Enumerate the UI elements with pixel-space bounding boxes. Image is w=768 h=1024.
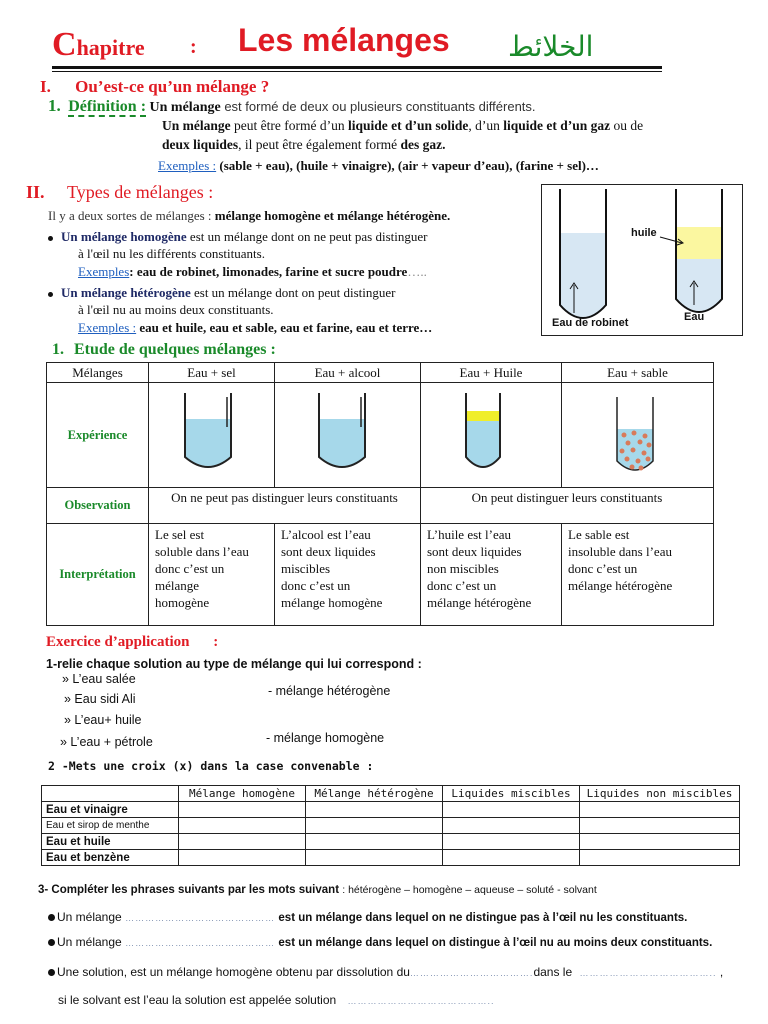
- question-1: 1-relie chaque solution au type de mélange qui lui correspond :: [46, 657, 422, 671]
- header-rule: [52, 66, 662, 69]
- table-row: [47, 524, 714, 626]
- right-item-heterogeneous: - mélange hétérogène: [268, 684, 391, 698]
- chapter-initial: C: [52, 26, 77, 63]
- def-term-1: Un mélange: [162, 118, 231, 133]
- table-row: [42, 818, 740, 834]
- exercise-colon: :: [213, 634, 219, 650]
- def-term-2: liquide et d’un solide: [347, 118, 469, 133]
- mixtures-table: [46, 362, 714, 626]
- hetero-text-1: est un mélange dont on peut distinguer: [190, 285, 396, 300]
- arabic-title: الخلائط: [508, 30, 594, 63]
- tube-oil-water: [421, 383, 560, 483]
- question-3-words: : hétérogène – homogène – aqueuse – soluté - solvant: [342, 884, 597, 896]
- left-item: » Eau sidi Ali: [64, 692, 136, 706]
- table-header-row: [42, 786, 740, 802]
- question-2: [48, 759, 373, 773]
- answer-cell[interactable]: [179, 802, 306, 818]
- answer-cell[interactable]: [443, 802, 580, 818]
- definition-line: [48, 96, 536, 116]
- observation-heterogeneous: On peut distinguer leurs constituants: [421, 488, 714, 524]
- row-label: Eau et huile: [42, 834, 179, 850]
- exercise-title: Exercice d’application: [46, 634, 190, 650]
- header-cell: Liquides non miscibles: [580, 786, 740, 802]
- row-label: Eau et sirop de menthe: [42, 818, 179, 834]
- definition-bold: Un mélange: [149, 100, 221, 115]
- interp-oil: L’huile est l’eau sont deux liquides non miscibles donc c’est un mélange hétérogène: [421, 524, 562, 626]
- answer-cell[interactable]: [443, 818, 580, 834]
- examples-text-1: (sable + eau), (huile + vinaigre), (air + vapeur d’eau), (farine + sel)…: [219, 158, 599, 173]
- answer-cell[interactable]: [179, 818, 306, 834]
- s2-blank[interactable]: ………………………………………: [125, 938, 276, 948]
- answer-cell[interactable]: [580, 834, 740, 850]
- header-colon: :: [190, 36, 197, 58]
- tubes-illustration: [542, 185, 742, 335]
- cell-salt-water: [149, 383, 275, 488]
- page-title: Les mélanges: [238, 22, 450, 58]
- interp-sand: Le sable est insoluble dans l’eau donc c’est un mélange hétérogène: [562, 524, 714, 626]
- question-2-text: 2 -Mets une croix (x) dans la case convenable: [48, 759, 360, 773]
- def-text-4: , il peut être également formé: [238, 137, 401, 152]
- answer-cell[interactable]: [580, 850, 740, 866]
- answer-cell[interactable]: [443, 850, 580, 866]
- homogeneous-examples: [78, 264, 427, 280]
- bullet-dot: [48, 939, 55, 946]
- s2-end: est un mélange dans lequel on distingue à l’œil nu au moins deux constituants.: [278, 937, 713, 949]
- left-item: » L’eau+ huile: [64, 713, 142, 727]
- sentence-1: [48, 910, 687, 924]
- header-cell: Eau + alcool: [275, 363, 421, 383]
- table-row: [42, 834, 740, 850]
- table-header-row: [47, 363, 714, 383]
- exercise-heading: [46, 634, 218, 651]
- right-item-homogeneous: - mélange homogène: [266, 731, 385, 745]
- section1-heading: [40, 77, 269, 97]
- homogeneous-bullet: [48, 229, 427, 245]
- header-cell: Mélange hétérogène: [306, 786, 443, 802]
- answer-cell[interactable]: [306, 834, 443, 850]
- def-text-3: ou de: [610, 118, 644, 133]
- definition-detail-2: [162, 137, 445, 153]
- table-row: [42, 802, 740, 818]
- chapter-label: [52, 26, 145, 64]
- table-row: [47, 383, 714, 488]
- chapter-word: hapitre: [76, 35, 145, 60]
- header-rule-thin: [52, 71, 662, 72]
- sentence-2: [48, 935, 712, 949]
- tube-salt-water: [149, 383, 273, 483]
- bullet-dot: [48, 292, 53, 297]
- answer-cell[interactable]: [179, 850, 306, 866]
- question-3: [38, 884, 597, 896]
- left-item: » L’eau salée: [62, 672, 136, 686]
- def-term-5: des gaz.: [400, 137, 446, 152]
- homogeneous-text-2: à l'œil nu les différents constituants.: [78, 246, 265, 261]
- answer-cell[interactable]: [306, 802, 443, 818]
- s3-blank-1[interactable]: ……………………………….: [409, 968, 534, 978]
- intro-bold: mélange homogène et mélange hétérogène.: [214, 208, 451, 223]
- answer-cell[interactable]: [306, 850, 443, 866]
- hetero-term: Un mélange hétérogène: [61, 285, 191, 300]
- tube-alcohol-water: [275, 383, 419, 483]
- cell-sand-water: [562, 383, 714, 488]
- def-text-1: peut être formé d’un: [230, 118, 348, 133]
- answer-cell[interactable]: [306, 818, 443, 834]
- header-cell: Liquides miscibles: [443, 786, 580, 802]
- question-3-text: 3- Compléter les phrases suivants par les mots suivant: [38, 884, 340, 896]
- header-cell: Eau + sel: [149, 363, 275, 383]
- s3-start: Une solution, est un mélange homogène obtenu par dissolution du: [57, 965, 410, 979]
- study-title: Etude de quelques mélanges :: [74, 341, 276, 358]
- row-label: Eau et benzène: [42, 850, 179, 866]
- label-oil: huile: [631, 227, 657, 239]
- definition-label: Définition :: [68, 98, 147, 115]
- s3-blank-2[interactable]: …………………………………..: [579, 968, 717, 978]
- homo-ex-text: : eau de robinet, limonades, farine et sucre poudre: [129, 264, 408, 279]
- bullet-dot: [48, 914, 55, 921]
- table-row: [47, 488, 714, 524]
- homo-term: Un mélange homogène: [61, 229, 187, 244]
- observation-homogeneous: On ne peut pas distinguer leurs constituants: [149, 488, 421, 524]
- answer-cell[interactable]: [179, 834, 306, 850]
- def-text-2: , d’un: [468, 118, 504, 133]
- intro-plain: Il y a deux sortes de mélanges :: [48, 208, 215, 223]
- examples-line-1: [158, 158, 599, 174]
- header-cell: Mélange homogène: [179, 786, 306, 802]
- interp-salt: Le sel est soluble dans l’eau donc c’est un mélange homogène: [149, 524, 275, 626]
- s3-middle: dans le: [533, 965, 573, 979]
- tubes-figure: [541, 184, 743, 336]
- label-water: Eau: [684, 311, 705, 323]
- study-heading: [52, 341, 276, 359]
- sentence-3: [48, 965, 723, 979]
- tube-sand-water: [562, 383, 712, 483]
- definition-num: 1.: [48, 96, 61, 115]
- interp-alcohol: L’alcool est l’eau sont deux liquides miscibles donc c’est un mélange homogène: [275, 524, 421, 626]
- hetero-ex-label: Exemples :: [78, 320, 137, 335]
- hetero-ex-text: eau et huile, eau et sable, eau et farine, eau et terre…: [139, 320, 433, 335]
- sentence-4: [58, 993, 495, 1007]
- homo-ex-dots: …..: [407, 264, 427, 279]
- s4-blank[interactable]: ……………………………………..: [347, 996, 495, 1006]
- row-label-observation: Observation: [47, 488, 149, 524]
- question-2-colon: :: [366, 759, 374, 773]
- section2-intro: [48, 208, 450, 224]
- header-cell: Eau + sable: [562, 363, 714, 383]
- section2-num: II.: [26, 182, 45, 202]
- s1-blank[interactable]: ………………………………………: [125, 913, 276, 923]
- homo-text-1: est un mélange dont on ne peut pas distinguer: [186, 229, 428, 244]
- table-row: [42, 850, 740, 866]
- header-cell: Eau + Huile: [421, 363, 562, 383]
- section1-title: Ou’est-ce qu’un mélange ?: [75, 77, 270, 96]
- def-term-3: liquide et d’un gaz: [503, 118, 611, 133]
- def-term-4: deux liquides: [162, 137, 239, 152]
- answer-cell[interactable]: [443, 834, 580, 850]
- label-tap-water: Eau de robinet: [552, 317, 629, 329]
- row-label: Eau et vinaigre: [42, 802, 179, 818]
- blank-corner: [42, 786, 179, 802]
- study-num: 1.: [52, 341, 64, 358]
- examples-label-1: Exemples :: [158, 158, 217, 173]
- row-label-interpretation: Interprétation: [47, 524, 149, 626]
- bullet-dot: [48, 969, 55, 976]
- section2-heading: [26, 182, 213, 203]
- cell-oil-water: [421, 383, 562, 488]
- s3-comma: ,: [719, 965, 724, 979]
- s4-start: si le solvant est l’eau la solution est appelée solution: [58, 993, 337, 1007]
- definition-detail-1: [162, 118, 643, 134]
- homo-ex-label: Exemples: [78, 264, 130, 279]
- section2-title: Types de mélanges :: [67, 182, 214, 202]
- answer-cell[interactable]: [580, 818, 740, 834]
- row-label-experience: Expérience: [47, 383, 149, 488]
- exercise-table: [41, 785, 740, 866]
- definition-text: est formé de deux ou plusieurs constituants différents.: [220, 99, 536, 114]
- s1-start: Un mélange: [57, 910, 122, 924]
- heterogeneous-bullet: [48, 285, 395, 301]
- cell-alcohol-water: [275, 383, 421, 488]
- header-cell: Mélanges: [47, 363, 149, 383]
- bullet-dot: [48, 236, 53, 241]
- section1-num: I.: [40, 77, 51, 96]
- left-item: » L’eau + pétrole: [60, 735, 153, 749]
- heterogeneous-text-2: à l'œil nu au moins deux constituants.: [78, 302, 274, 317]
- answer-cell[interactable]: [580, 802, 740, 818]
- heterogeneous-examples: [78, 320, 432, 336]
- s2-start: Un mélange: [57, 935, 122, 949]
- s1-end: est un mélange dans lequel on ne distingue pas à l’œil nu les constituants.: [278, 912, 688, 924]
